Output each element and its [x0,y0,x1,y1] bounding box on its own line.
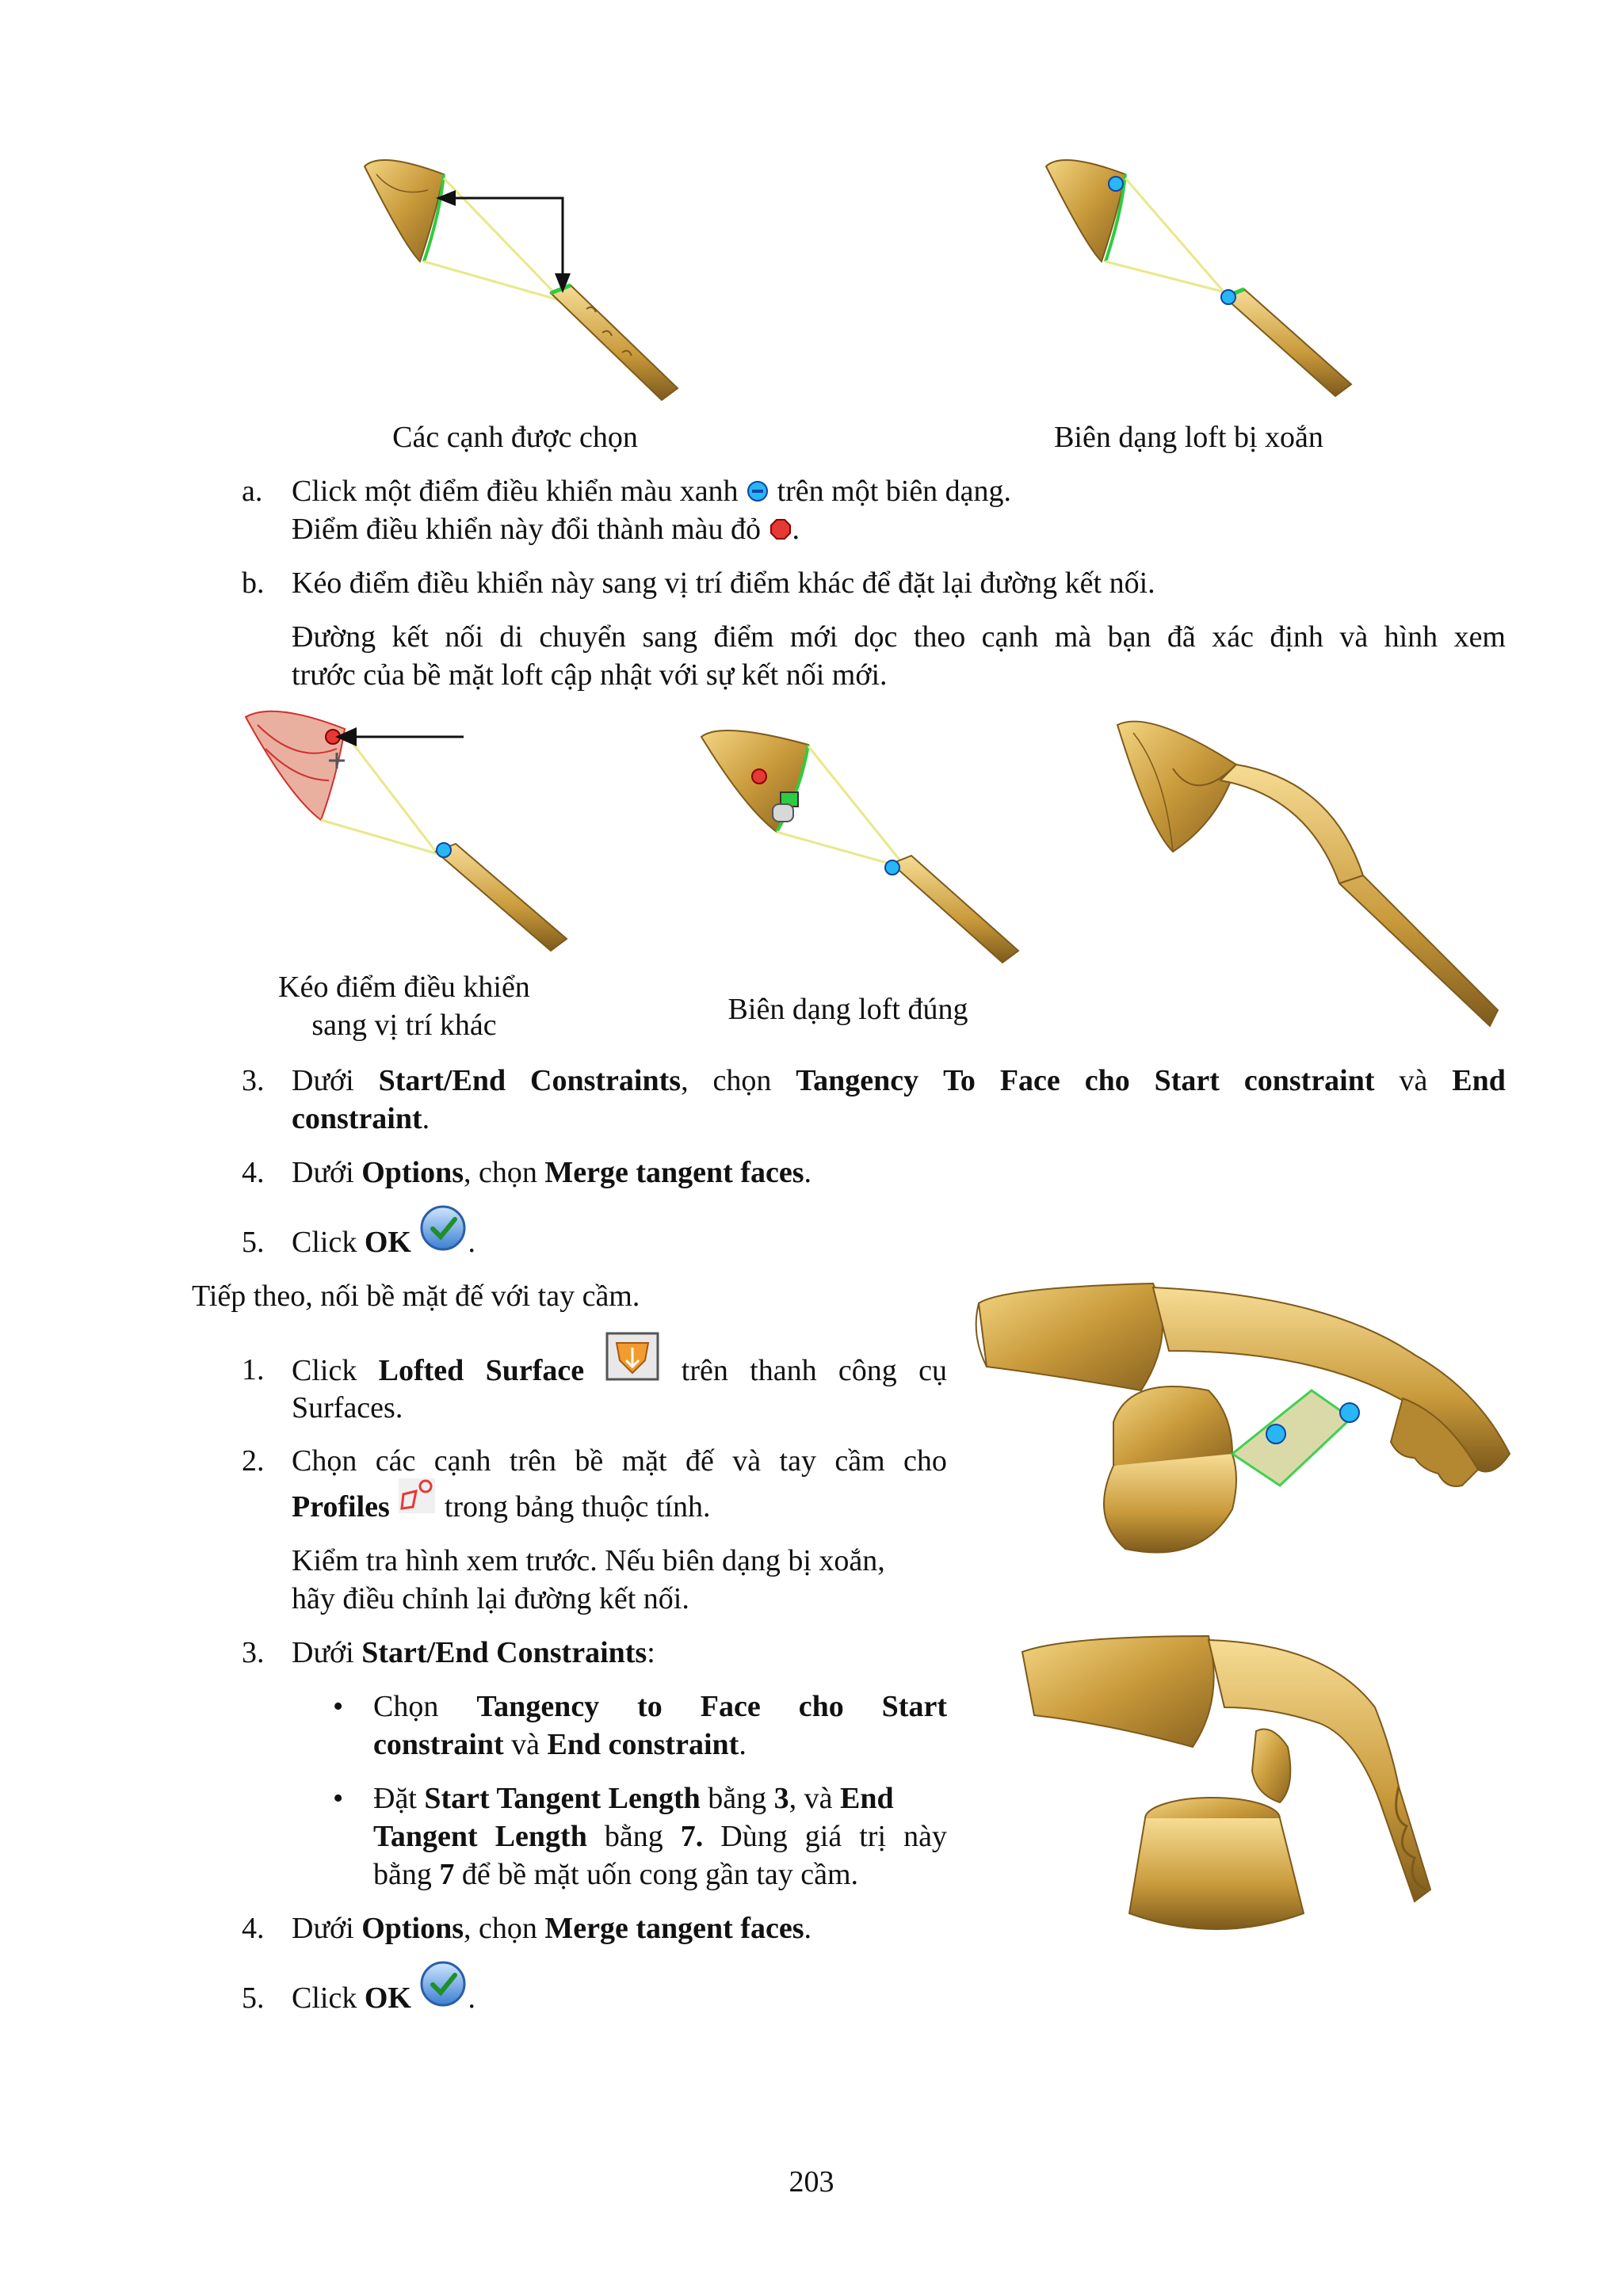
step3-number: 3. [242,1064,265,1097]
s2-step4-number: 4. [242,1912,265,1945]
s2-step2-note-line1: Kiểm tra hình xem trước. Nếu biên dạng bị xoắn, [292,1544,885,1577]
step-b-para-line1: Đường kết nối di chuyển sang điểm mới dọc theo cạnh mà bạn đã xác định và hình xem [292,620,1506,654]
step-b-para-line2: trước của bề mặt loft cập nhật với sự kết nối mới. [292,658,888,692]
bullet-1-marker: • [333,1690,344,1723]
control-point-bottom [1221,290,1235,304]
control-point-top [1109,177,1123,191]
s2-step2-line2: Profiles trong bảng thuộc tính. [292,1488,710,1526]
s2-step2-note-line2: hãy điều chỉnh lại đường kết nối. [292,1582,689,1615]
bullet-1-line2: constraint và End constraint. [373,1728,747,1761]
caption-twisted-loft: Biên dạng loft bị xoắn [1054,421,1323,454]
figure-drag-control-point [242,701,575,963]
s2-step1-line1: Click Lofted Surface trên thanh công cụ [292,1351,947,1390]
bullet-2-line1: Đặt Start Tangent Length bằng 3, và End [373,1782,894,1815]
red-control-point-icon [769,513,792,551]
caption-correct-loft: Biên dạng loft đúng [727,993,968,1026]
s2-step5-number: 5. [242,1981,265,2015]
step5-number: 5. [242,1226,265,1259]
step-b-marker: b. [242,566,265,600]
bullet-2-line2: Tangent Length bằng 7. Dùng giá trị này [373,1820,947,1853]
step3-constraints-word: Constraints [530,1064,682,1097]
s2-step1-number: 1. [242,1353,265,1386]
s2-step3-line: Dưới Start/End Constraints: [292,1636,655,1669]
lofted-surface-icon [605,1332,659,1390]
step3-line1: Dưới Start/End Constraints, chọn Tangency To Face cho Start constraint và End [292,1064,1506,1097]
step-b-line: Kéo điểm điều khiển này sang vị trí điểm khác để đặt lại đường kết nối. [292,566,1155,600]
step-a-line1: Click một điểm điều khiển màu xanh trên một biên dạng. [292,472,1011,513]
blue-control-point-icon [746,475,769,513]
step4-number: 4. [242,1156,265,1189]
bullet-2-marker: • [333,1782,344,1815]
figure-twisted-loft [1030,143,1371,412]
s2-step2-line1: Chọn các cạnh trên bề mặt đế và tay cầm cho [292,1444,947,1478]
ok-checkmark-icon [418,1203,468,1262]
s2-step1-line2: Surfaces. [292,1391,403,1425]
figure-final-base-handle [1018,1628,1486,1945]
step5-line: Click OK . [292,1223,475,1262]
figure-base-to-handle-preview [971,1280,1514,1565]
caption-selected-edges: Các cạnh được chọn [392,421,638,454]
caption-drag-control-point: Kéo điểm điều khiển sang vị trí khác [278,971,530,1042]
figure-final-loft-handle [1102,709,1514,1042]
bullet-2-line3: bằng 7 để bề mặt uốn cong gần tay cầm. [373,1858,859,1891]
s2-step3-number: 3. [242,1636,265,1669]
step-a-line2: Điểm điều khiển này đổi thành màu đỏ . [292,510,800,551]
s2-step4-line: Dưới Options, chọn Merge tangent faces. [292,1912,812,1945]
s2-step5-line: Click OK . [292,1979,475,2018]
figure-selected-edges [349,143,689,412]
page-number: 203 [789,2165,834,2199]
ok-checkmark-icon [418,1959,468,2018]
bullet-1-line1: Chọn Tangency to Face cho Start [373,1690,947,1723]
step4-line: Dưới Options, chọn Merge tangent faces. [292,1156,812,1189]
figure-correct-loft [689,721,1022,974]
step-a-marker: a. [242,475,263,508]
profiles-icon [397,1477,437,1524]
s2-step2-number: 2. [242,1444,265,1478]
step3-line2: constraint. [292,1102,430,1135]
section2-intro: Tiếp theo, nối bề mặt đế với tay cầm. [192,1280,640,1313]
